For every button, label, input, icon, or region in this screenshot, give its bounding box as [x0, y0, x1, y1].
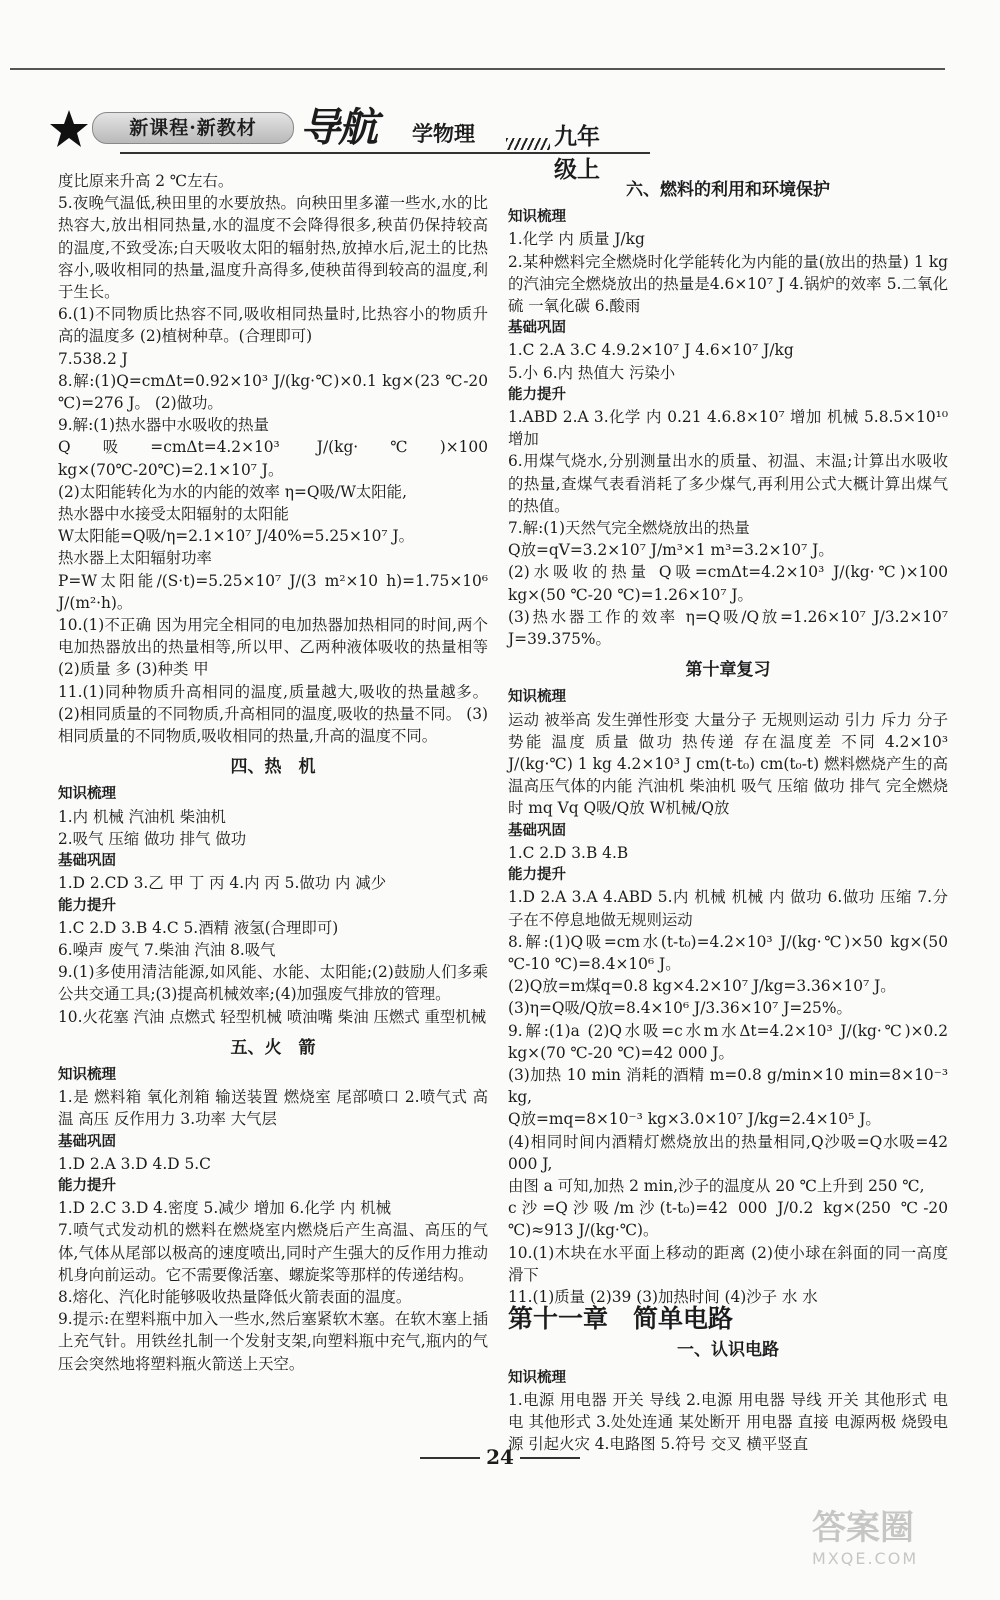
answer-line: 1.D 2.C 3.D 4.密度 5.减少 增加 6.化学 内 机械	[58, 1199, 391, 1218]
answer-line: Q吸=cmΔt=4.2×10³ J/(kg·℃)×100 kg×(70℃-20℃)=2.1×10⁷ J。	[58, 438, 488, 479]
left-column	[58, 170, 488, 1375]
answer-line: 1.D 2.A 3.D 4.D 5.C	[58, 1154, 211, 1173]
answer-line: (2)太阳能转化为水的内能的效率 η=Q吸/W太阳能,	[58, 482, 407, 501]
section-heading: 能力提升	[58, 1177, 116, 1194]
answer-line: c沙=Q沙吸/m沙(t-t₀)=42 000 J/0.2 kg×(250 ℃-20 ℃)≈913 J/(kg·℃)。	[508, 1199, 948, 1240]
answer-line: 10.火花塞 汽油 点燃式 轻型机械 喷油嘴 柴油 压燃式 重型机械	[58, 1007, 487, 1026]
answer-line: 度比原来升高 2 ℃左右。	[58, 172, 234, 190]
section-heading: 基础巩固	[508, 822, 566, 839]
answer-line: 运动 被举高 发生弹性形变 大量分子 无规则运动 引力 斥力 分子势能 温度 质量 做功 热传递 存在温度差 不同 4.2×10³ J/(kg·℃) 1 kg 4.2×10³ J cm(t-t₀) cm(t₀-t) 燃料燃烧产生的高温高压气体的内能 汽油机 柴油机 吸气 压缩 做功 排气 完全燃烧时 mq Vq Q吸/Q放 W机械/Q放	[508, 710, 948, 818]
series-label: 新课程·新教材	[129, 117, 257, 139]
section-heading: 能力提升	[58, 897, 116, 914]
answer-line: 1.D 2.CD 3.乙 甲 丁 丙 4.内 丙 5.做功 内 减少	[58, 874, 387, 893]
answer-line: (2)水吸收的热量 Q吸=cmΔt=4.2×10³ J/(kg·℃)×100 kg×(50 ℃-20 ℃)=1.26×10⁷ J。	[508, 563, 948, 604]
footer-ornament-left	[420, 1457, 480, 1459]
answer-line: 6.用煤气烧水,分别测量出水的质量、初温、末温;计算出水吸收的热量,查煤气表看消耗了多少煤气,再利用公式大概计算出煤气的热值。	[508, 452, 948, 515]
answer-line: 8.解:(1)Q吸=cm水(t-t₀)=4.2×10³ J/(kg·℃)×50 kg×(50 ℃-10 ℃)=8.4×10⁶ J。	[508, 932, 948, 973]
section-heading: 知识梳理	[508, 1369, 566, 1386]
brand-logo: 导航	[300, 104, 376, 151]
section-title: 一、认识电路	[677, 1340, 779, 1361]
answer-line: 10.(1)木块在水平面上移动的距离 (2)使小球在斜面的同一高度滑下	[508, 1243, 948, 1284]
star-icon	[48, 108, 90, 150]
section-heading: 能力提升	[508, 867, 566, 884]
header-ornament	[506, 138, 550, 150]
top-rule	[10, 68, 945, 70]
page-number: 24	[486, 1445, 514, 1469]
footer-ornament-right	[520, 1457, 580, 1459]
answer-line: 7.喷气式发动机的燃料在燃烧室内燃烧后产生高温、高压的气体,气体从尾部以极高的速度喷出,同时产生强大的反作用力推动机身向前运动。它不需要像活塞、螺旋桨等那样的传递结构。	[58, 1221, 488, 1284]
answer-line: 9.提示:在塑料瓶中加入一些水,然后塞紧软木塞。在软木塞上插上充气针。用铁丝扎制一个发射支架,向塑料瓶中充气,瓶内的气压会突然地将塑料瓶火箭送上天空。	[58, 1310, 488, 1373]
section-heading: 知识梳理	[508, 209, 566, 226]
subject-label: 学物理	[412, 121, 475, 146]
answer-line: 10.(1)不正确 因为用完全相同的电加热器加热相同的时间,两个电加热器放出的热量相等,所以甲、乙两种液体吸收的热量相等 (2)质量 多 (3)种类 甲	[58, 616, 488, 679]
answer-line: 1.C 2.D 3.B 4.B	[508, 843, 629, 862]
answer-line: 7.解:(1)天然气完全燃烧放出的热量	[508, 519, 750, 538]
answer-line: 1.内 机械 汽油机 柴油机	[58, 807, 226, 826]
answer-line: 5.小 6.内 热值大 污染小	[508, 363, 676, 382]
answer-line: 9.解:(1)热水器中水吸收的热量	[58, 416, 269, 435]
chapter-title: 第十一章 简单电路	[508, 1304, 734, 1334]
section-heading: 知识梳理	[58, 786, 116, 803]
answer-line: W太阳能=Q吸/η=2.1×10⁷ J/40%=5.25×10⁷ J。	[58, 527, 415, 546]
answer-line: 2.吸气 压缩 做功 排气 做功	[58, 829, 247, 848]
answer-line: 热水器中水接受太阳辐射的太阳能	[58, 505, 289, 524]
watermark-logo: 答案圈 MXQE.COM	[812, 1508, 919, 1568]
right-column	[508, 170, 948, 1455]
page-footer	[420, 1445, 580, 1469]
answer-line: 1.ABD 2.A 3.化学 内 0.21 4.6.8×10⁷ 增加 机械 5.8.5×10¹⁰ 增加	[508, 408, 948, 449]
answer-line: 2.某种燃料完全燃烧时化学能转化为内能的量(放出的热量) 1 kg 的汽油完全燃烧放出的热量是4.6×10⁷ J 4.锅炉的效率 5.二氧化硫 一氧化碳 6.酸雨	[508, 252, 948, 316]
answer-line: 8.熔化、汽化时能够吸收热量降低火箭表面的温度。	[58, 1287, 412, 1306]
answer-line: 6.噪声 废气 7.柴油 汽油 8.吸气	[58, 940, 276, 959]
section-title: 五、火 箭	[230, 1037, 316, 1058]
answer-line: 1.是 燃料箱 氧化剂箱 输送装置 燃烧室 尾部喷口 2.喷气式 高温 高压 反作用力 3.功率 大气层	[58, 1088, 488, 1129]
section-title: 第十章复习	[685, 660, 771, 681]
series-badge	[92, 112, 294, 144]
section-heading: 知识梳理	[58, 1066, 116, 1083]
answer-line: Q放=qV=3.2×10⁷ J/m³×1 m³=3.2×10⁷ J。	[508, 541, 834, 560]
answer-line: (3)热水器工作的效率 η=Q吸/Q放=1.26×10⁷ J/3.2×10⁷ J=39.375%。	[508, 607, 948, 649]
header-rule	[120, 152, 650, 154]
answer-line: P=W太阳能/(S·t)=5.25×10⁷ J/(3 m²×10 h)=1.75×10⁶ J/(m²·h)。	[58, 571, 488, 612]
section-heading: 知识梳理	[508, 689, 566, 706]
section-title: 六、燃料的利用和环境保护	[626, 180, 830, 200]
answer-line: (3)η=Q吸/Q放=8.4×10⁶ J/3.36×10⁷ J=25%。	[508, 999, 852, 1018]
answer-line: 1.C 2.A 3.C 4.9.2×10⁷ J 4.6×10⁷ J/kg	[508, 341, 794, 360]
section-heading: 基础巩固	[508, 320, 566, 337]
section-heading: 基础巩固	[58, 853, 116, 870]
answer-line: 1.电源 用电器 开关 导线 2.电源 用电器 导线 开关 其他形式 电 电 其他形式 3.处处连通 某处断开 用电器 直接 电源两极 烧毁电源 引起火灾 4.电路图 5.符号 交叉 横平竖直	[508, 1390, 948, 1454]
answer-line: 11.(1)质量 (2)39 (3)加热时间 (4)沙子 水 水	[508, 1287, 818, 1306]
answer-line: 热水器上太阳辐射功率	[58, 549, 212, 568]
answer-line: (4)相同时间内酒精灯燃烧放出的热量相同,Q沙吸=Q水吸=42 000 J,	[508, 1132, 948, 1173]
answer-line: Q放=mq=8×10⁻³ kg×3.0×10⁷ J/kg=2.4×10⁵ J。	[508, 1110, 881, 1129]
answer-line: 由图 a 可知,加热 2 min,沙子的温度从 20 ℃上升到 250 ℃,	[508, 1176, 925, 1195]
answer-line: 1.化学 内 质量 J/kg	[508, 230, 645, 249]
answer-line: 1.C 2.D 3.B 4.C 5.酒精 液氢(合理即可)	[58, 918, 339, 937]
section-heading: 能力提升	[508, 386, 566, 403]
answer-line: 9.解:(1)a (2)Q水吸=c水m水Δt=4.2×10³ J/(kg·℃)×0.2 kg×(70 ℃-20 ℃)=42 000 J。	[508, 1021, 948, 1062]
answer-line: 8.解:(1)Q=cmΔt=0.92×10³ J/(kg·℃)×0.1 kg×(23 ℃-20 ℃)=276 J。 (2)做功。	[58, 371, 488, 413]
section-heading: 基础巩固	[58, 1133, 116, 1150]
answer-line: 6.(1)不同物质比热容不同,吸收相同热量时,比热容小的物质升高的温度多 (2)植树种草。(合理即可)	[58, 305, 488, 346]
answer-line: 9.(1)多使用清洁能源,如风能、水能、太阳能;(2)鼓励人们多乘公共交通工具;(3)提高机械效率;(4)加强废气排放的管理。	[58, 963, 488, 1004]
answer-line: (2)Q放=m煤q=0.8 kg×4.2×10⁷ J/kg=3.36×10⁷ J。	[508, 977, 896, 996]
answer-line: 1.D 2.A 3.A 4.ABD 5.内 机械 机械 内 做功 6.做功 压缩 7.分子在不停息地做无规则运动	[508, 888, 948, 929]
answer-line: (3)加热 10 min 消耗的酒精 m=0.8 g/min×10 min=8×10⁻³ kg,	[508, 1065, 948, 1107]
answer-line: 7.538.2 J	[58, 349, 128, 368]
grade-label: 九年级上	[554, 123, 600, 183]
answer-line: 5.夜晚气温低,秧田里的水要放热。向秧田里多灌一些水,水的比热容大,放出相同热量,水的温度不会降得很多,秧苗仍保持较高的温度,不致受冻;白天吸收太阳的辐射热,放掉水后,泥土的比热容小,吸收相同的热量,温度升高得多,使秧苗得到较高的温度,利于生长。	[58, 194, 488, 302]
answer-line: 11.(1)同种物质升高相同的温度,质量越大,吸收的热量越多。 (2)相同质量的不同物质,升高相同的温度,吸收的热量不同。 (3)相同质量的不同物质,吸收相同的热量,升高的温度不同。	[58, 682, 488, 746]
section-title: 四、热 机	[230, 757, 316, 778]
